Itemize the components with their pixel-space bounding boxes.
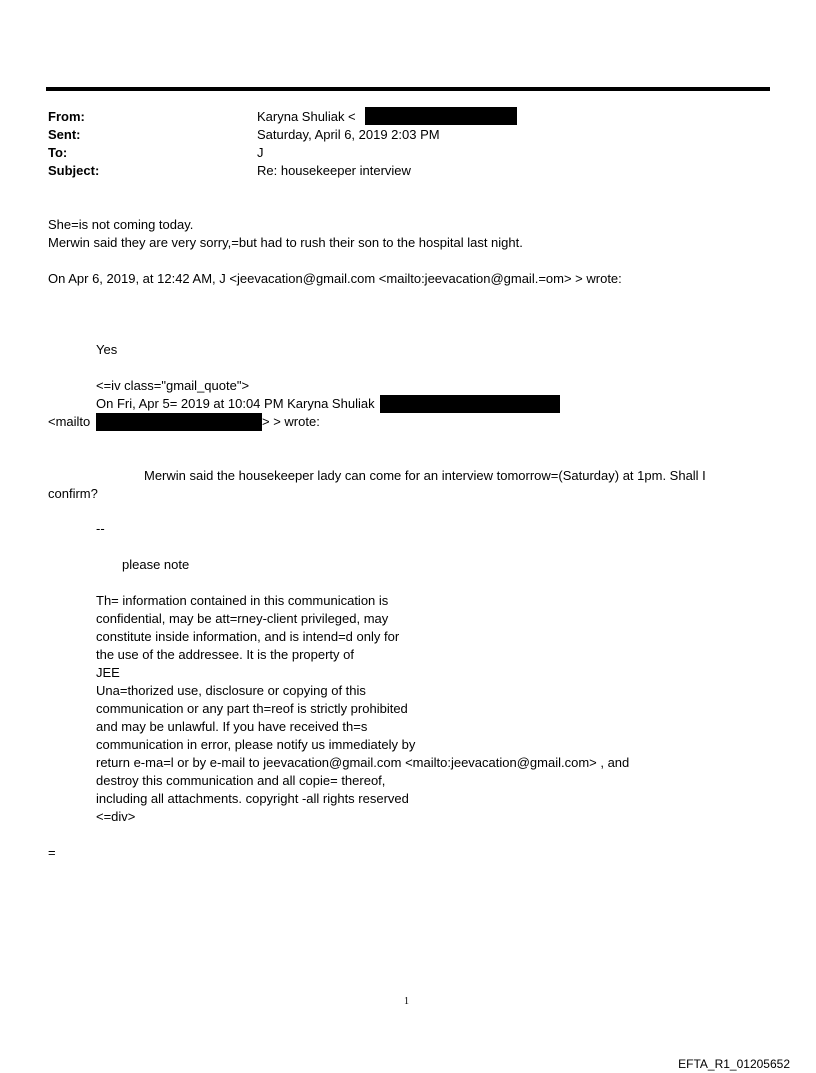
document-id: EFTA_R1_01205652 bbox=[678, 1057, 790, 1071]
disclaimer-line: including all attachments. copyright -all rights reserved bbox=[96, 791, 409, 806]
disclaimer-line: Una=thorized use, disclosure or copying of this bbox=[96, 683, 366, 698]
please-note: please note bbox=[122, 557, 190, 572]
quote-header: On Fri, Apr 5= 2019 at 10:04 PM Karyna Shuliak bbox=[96, 396, 375, 411]
from-label: From: bbox=[48, 109, 85, 124]
disclaimer-line: Th= information contained in this communication is bbox=[96, 593, 389, 608]
to-value: J bbox=[257, 145, 264, 160]
disclaimer-line: communication in error, please notify us immediately by bbox=[96, 737, 416, 752]
div-open: <=iv class="gmail_quote"> bbox=[96, 378, 250, 393]
reply-yes: Yes bbox=[96, 342, 118, 357]
mailto-suffix: > > wrote: bbox=[262, 414, 320, 429]
redaction-box bbox=[365, 107, 517, 125]
to-label: To: bbox=[48, 145, 68, 160]
quoted-message: Merwin said the housekeeper lady can come for an interview tomorrow=(Saturday) at 1pm. Shall I bbox=[144, 468, 706, 483]
disclaimer-line: the use of the addressee. It is the property of bbox=[96, 647, 354, 662]
quote-intro: On Apr 6, 2019, at 12:42 AM, J <jeevacation@gmail.com <mailto:jeevacation@gmail.=om> > wrote: bbox=[48, 271, 622, 286]
disclaimer-line: destroy this communication and all copie= thereof, bbox=[96, 773, 386, 788]
header-rule bbox=[46, 87, 770, 91]
div-close: <=div> bbox=[96, 809, 136, 824]
quoted-message-cont: confirm? bbox=[48, 486, 98, 501]
body-line: Merwin said they are very sorry,=but had to rush their son to the hospital last night. bbox=[48, 235, 523, 250]
disclaimer-line: communication or any part th=reof is strictly prohibited bbox=[96, 701, 408, 716]
sent-label: Sent: bbox=[48, 127, 81, 142]
trailing-equals: = bbox=[48, 845, 56, 860]
disclaimer-line: and may be unlawful. If you have received th=s bbox=[96, 719, 368, 734]
redaction-box bbox=[380, 395, 560, 413]
disclaimer-line: return e-ma=l or by e-mail to jeevacation@gmail.com <mailto:jeevacation@gmail.com> , and bbox=[96, 755, 630, 770]
disclaimer-line: constitute inside information, and is intend=d only for bbox=[96, 629, 400, 644]
disclaimer-line: JEE bbox=[96, 665, 120, 680]
subject-label: Subject: bbox=[48, 163, 100, 178]
disclaimer-line: confidential, may be att=rney-client privileged, may bbox=[96, 611, 389, 626]
page-number: 1 bbox=[404, 996, 409, 1007]
sent-value: Saturday, April 6, 2019 2:03 PM bbox=[257, 127, 440, 142]
from-value: Karyna Shuliak < bbox=[257, 109, 356, 124]
signature-dashes: -- bbox=[96, 521, 105, 536]
body-line: She=is not coming today. bbox=[48, 217, 194, 232]
mailto-prefix: <mailto bbox=[48, 414, 91, 429]
subject-value: Re: housekeeper interview bbox=[257, 163, 411, 178]
redaction-box bbox=[96, 413, 262, 431]
